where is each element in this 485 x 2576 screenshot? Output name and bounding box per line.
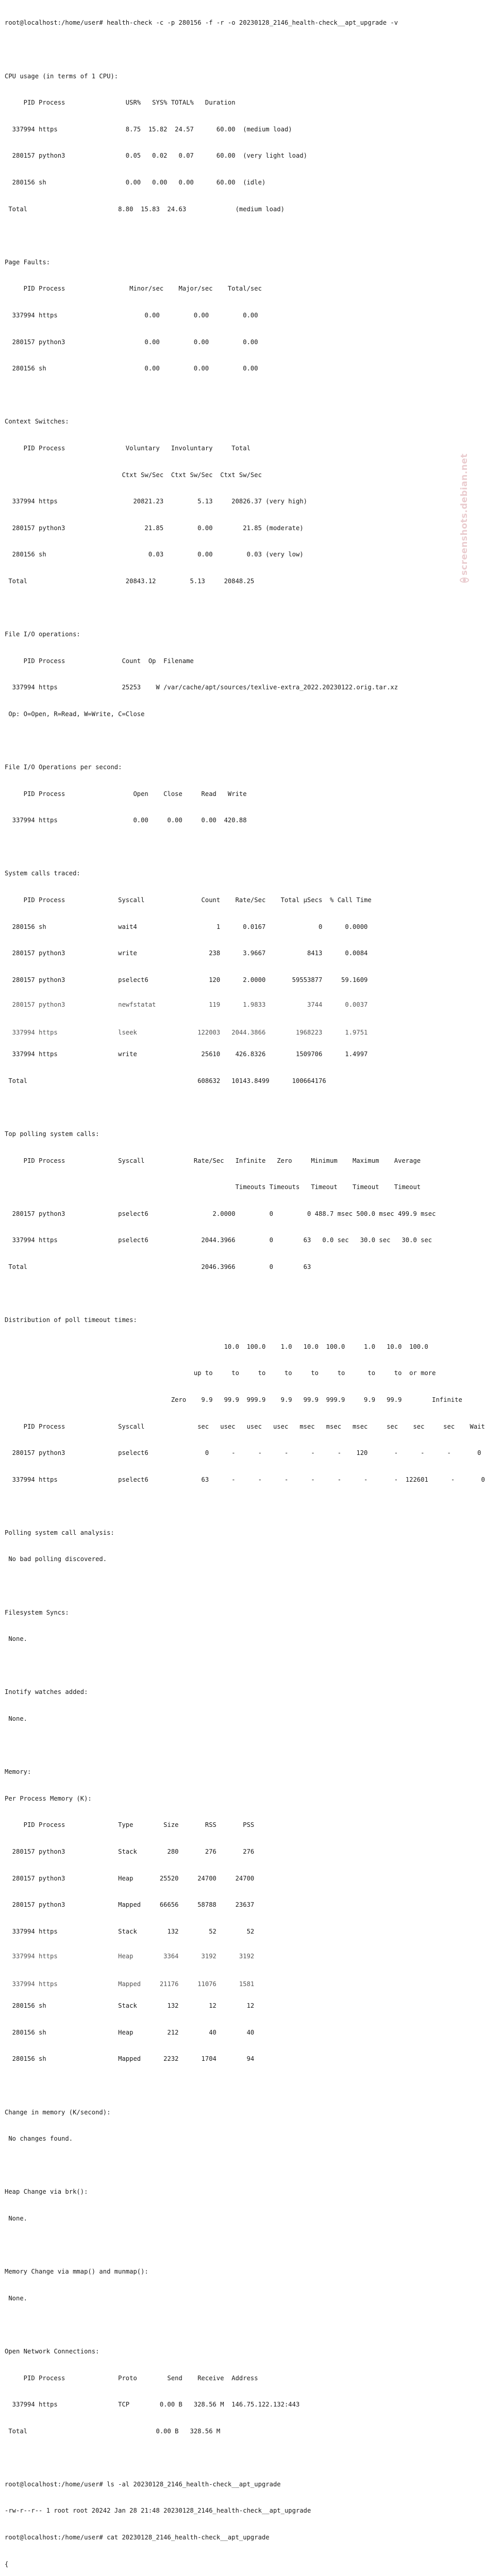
terminal-line: 337994 https 8.75 15.82 24.57 60.00 (medium load): [5, 125, 292, 133]
terminal-line: [5, 391, 471, 400]
terminal-line: [5, 1103, 471, 1112]
terminal-line: 280156 sh wait4 1 0.0167 0 0.0000: [5, 923, 368, 930]
terminal-line: 337994 https lseek 122003 2044.3866 1968223 1.9751: [5, 1028, 368, 1036]
watermark: [459, 453, 470, 577]
terminal-line: Memory Change via mmap() and munmap():: [5, 2268, 148, 2276]
terminal-line: [5, 45, 471, 54]
terminal-line: Timeouts Timeouts Timeout Timeout Timeout: [5, 1183, 421, 1191]
terminal-line: up to to to to to to to to or more: [5, 1369, 436, 1377]
terminal-line: PID Process USR% SYS% TOTAL% Duration: [5, 99, 236, 107]
terminal-line: 280157 python3 0.00 0.00 0.00: [5, 338, 258, 346]
terminal-line: [5, 1662, 471, 1670]
terminal-line: File I/O Operations per second:: [5, 764, 122, 771]
terminal-line: PID Process Syscall Count Rate/Sec Total µSecs % Call Time: [5, 896, 372, 904]
terminal-line: 337994 https 20821.23 5.13 20826.37 (very high): [5, 498, 307, 505]
terminal-line: Polling system call analysis:: [5, 1529, 114, 1536]
terminal-line: 280156 sh Heap 212 40 40: [5, 2028, 255, 2036]
terminal-line: 280157 python3 write 238 3.9667 8413 0.0084: [5, 950, 368, 957]
terminal-line: 280157 python3 pselect6 2.0000 0 0 488.7 msec 500.0 msec 499.9 msec: [5, 1210, 436, 1217]
terminal-line: 280156 sh 0.03 0.00 0.03 (very low): [5, 551, 304, 558]
terminal-line: PID Process Syscall sec usec usec usec msec msec msec sec sec sec Wait: [5, 1422, 485, 1430]
terminal-line: Page Faults:: [5, 258, 51, 266]
terminal-line: No changes found.: [5, 2135, 73, 2143]
terminal-line: [5, 231, 471, 240]
terminal-line: [5, 736, 471, 745]
terminal-line: Total 20843.12 5.13 20848.25: [5, 577, 255, 585]
terminal-line: [5, 1290, 471, 1298]
terminal-line: CPU usage (in terms of 1 CPU):: [5, 72, 119, 80]
terminal-line: [5, 1502, 471, 1511]
debian-swirl-icon: [460, 578, 469, 583]
terminal-line: PID Process Open Close Read Write: [5, 790, 247, 798]
terminal-line: None.: [5, 1635, 28, 1643]
watermark-text: screenshots.debian.net: [459, 453, 470, 575]
terminal-line: None.: [5, 2214, 28, 2222]
terminal-line: Ctxt Sw/Sec Ctxt Sw/Sec Ctxt Sw/Sec: [5, 471, 262, 479]
terminal-line: [5, 2081, 471, 2090]
terminal-line: root@localhost:/home/user# ls -al 20230128_2146_health-check__apt_upgrade: [5, 2480, 281, 2488]
terminal-line: 10.0 100.0 1.0 10.0 100.0 1.0 10.0 100.0: [5, 1343, 428, 1350]
terminal-line: 337994 https Stack 132 52 52: [5, 1927, 255, 1935]
terminal-line: 280156 sh Stack 132 12 12: [5, 2002, 255, 2010]
terminal-line: [5, 603, 471, 612]
terminal-line: 337994 https Heap 3364 3192 3192: [5, 1953, 255, 1960]
terminal-line: 337994 https Mapped 21176 11076 1581: [5, 1980, 255, 1988]
terminal-line: [5, 1741, 471, 1750]
terminal-line: Top polling system calls:: [5, 1130, 99, 1138]
terminal-line: Distribution of poll timeout times:: [5, 1316, 137, 1324]
terminal-line: 337994 https write 25610 426.8326 1509706 1.4997: [5, 1050, 368, 1058]
terminal-line: 280156 sh 0.00 0.00 0.00: [5, 365, 258, 372]
terminal-line: 280157 python3 pselect6 0 - - - - - 120 - - - 0: [5, 1449, 481, 1457]
terminal-line: Inotify watches added:: [5, 1688, 88, 1696]
terminal-line: Memory:: [5, 1768, 31, 1776]
terminal-line: Filesystem Syncs:: [5, 1608, 69, 1616]
terminal-line: [5, 2161, 471, 2170]
terminal-line: Total 608632 10143.8499 100664176: [5, 1077, 326, 1084]
terminal-line: 280157 python3 Stack 280 276 276: [5, 1848, 255, 1855]
terminal-line: 337994 https pselect6 63 - - - - - - - 122601 - 0: [5, 1476, 485, 1483]
terminal-line: 280157 python3 pselect6 120 2.0000 59553877 59.1609: [5, 976, 368, 984]
terminal-line: [5, 843, 471, 852]
terminal-line: 337994 https 0.00 0.00 0.00: [5, 311, 258, 319]
terminal-line: Total 8.80 15.83 24.63 (medium load): [5, 205, 285, 213]
terminal-line: Total 0.00 B 328.56 M: [5, 2427, 221, 2435]
terminal-line: PID Process Minor/sec Major/sec Total/sec: [5, 285, 262, 293]
terminal-line: No bad polling discovered.: [5, 1555, 107, 1563]
terminal-line: PID Process Voluntary Involuntary Total: [5, 444, 250, 452]
terminal-line: PID Process Proto Send Receive Address: [5, 2374, 258, 2382]
terminal-line: Op: O=Open, R=Read, W=Write, C=Close: [5, 710, 145, 718]
terminal-line: [5, 2241, 471, 2250]
terminal-line: 280157 python3 21.85 0.00 21.85 (moderate): [5, 524, 304, 532]
terminal-line: 337994 https 0.00 0.00 0.00 420.88: [5, 817, 247, 824]
terminal-line: PID Process Syscall Rate/Sec Infinite Zero Minimum Maximum Average: [5, 1157, 421, 1164]
terminal-line: 280157 python3 newfstatat 119 1.9833 3744 0.0037: [5, 1001, 368, 1009]
terminal-line: System calls traced:: [5, 870, 80, 877]
terminal-line: 280157 python3 Mapped 66656 58788 23637: [5, 1901, 255, 1909]
terminal-line: 280157 python3 0.05 0.02 0.07 60.00 (very light load): [5, 152, 307, 160]
terminal-line: PID Process Type Size RSS PSS: [5, 1821, 255, 1829]
terminal-line: None.: [5, 2294, 28, 2302]
terminal-line: 337994 https 25253 W /var/cache/apt/sources/texlive-extra_2022.20230122.orig.tar.xz: [5, 684, 398, 691]
terminal-line: [5, 2320, 471, 2329]
terminal-line: File I/O operations:: [5, 631, 80, 638]
terminal-line: Per Process Memory (K):: [5, 1794, 92, 1802]
terminal-line: PID Process Count Op Filename: [5, 657, 194, 665]
terminal-line: 280156 sh 0.00 0.00 0.00 60.00 (idle): [5, 178, 266, 186]
terminal-line: [5, 1582, 471, 1590]
terminal-line: 280156 sh Mapped 2232 1704 94: [5, 2055, 255, 2063]
terminal-line: -rw-r--r-- 1 root root 20242 Jan 28 21:48 20230128_2146_health-check__apt_upgrade: [5, 2507, 311, 2515]
terminal-line: Zero 9.9 99.9 999.9 9.9 99.9 999.9 9.9 99.9 Infinite: [5, 1396, 462, 1403]
terminal-line: root@localhost:/home/user# health-check -c -p 280156 -f -r -o 20230128_2146_health-check__apt_upgrade -v: [5, 19, 398, 27]
terminal-line: 337994 https TCP 0.00 B 328.56 M 146.75.122.132:443: [5, 2401, 300, 2409]
terminal-line: Change in memory (K/second):: [5, 2108, 111, 2116]
terminal-line: root@localhost:/home/user# cat 20230128_2146_health-check__apt_upgrade: [5, 2534, 270, 2541]
terminal-line: 280157 python3 Heap 25520 24700 24700: [5, 1874, 255, 1882]
terminal-line: Context Switches:: [5, 418, 69, 426]
terminal-line: 337994 https pselect6 2044.3966 0 63 0.0 sec 30.0 sec 30.0 sec: [5, 1236, 432, 1244]
terminal-line: {: [5, 2560, 9, 2568]
terminal-line: Total 2046.3966 0 63: [5, 1263, 311, 1270]
terminal-line: Open Network Connections:: [5, 2347, 99, 2355]
terminal-line: Heap Change via brk():: [5, 2188, 88, 2196]
terminal-line: None.: [5, 1715, 28, 1723]
terminal-line: [5, 2453, 471, 2462]
